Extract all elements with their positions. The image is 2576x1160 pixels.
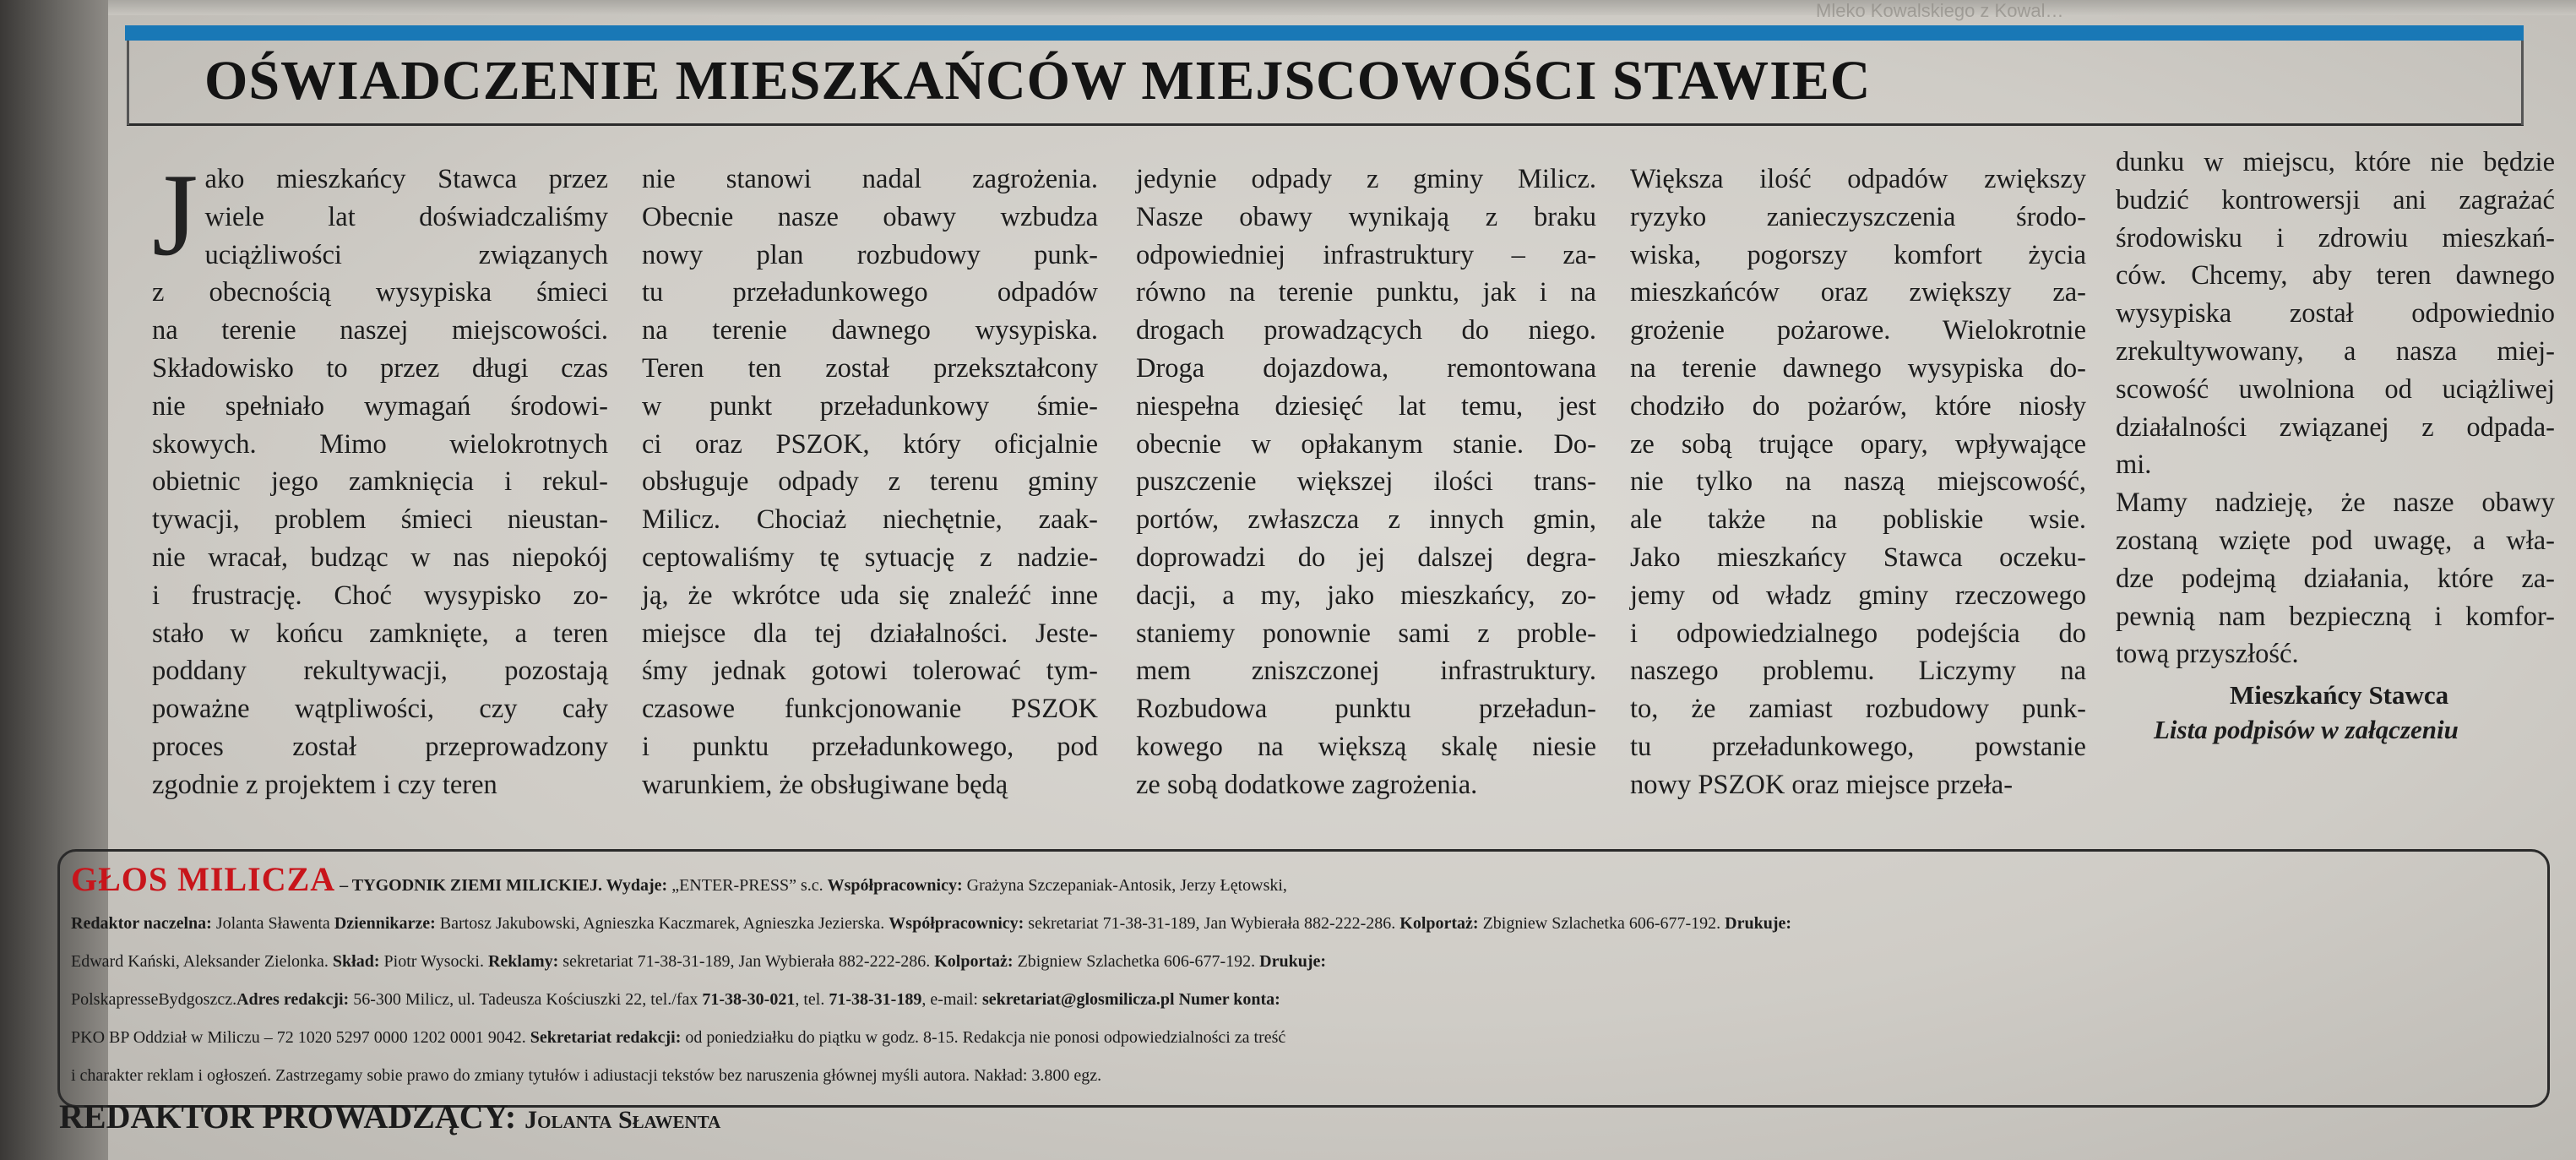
article-line: ją, że wkrótce uda się znaleźć inne — [642, 580, 1098, 611]
article-line: Większa ilość odpadów zwiększy — [1630, 164, 2086, 194]
headline-underline — [127, 123, 2524, 126]
drop-cap: J — [152, 150, 198, 280]
article-column-3 — [1136, 161, 1596, 804]
article-line: uciążliwości związanych — [204, 239, 608, 270]
article-line: jedynie odpady z gminy Milicz. — [1136, 164, 1596, 194]
imprint-label: Sekretariat redakcji: — [530, 1028, 682, 1047]
article-line: warunkiem, że obsługiwane będą — [642, 769, 1008, 800]
imprint-label: Skład: — [332, 952, 380, 971]
article-headline: OŚWIADCZENIE MIESZKAŃCÓW MIEJSCOWOŚCI STAWIEC — [204, 50, 1872, 112]
article-line: ci oraz PSZOK, który oficjalnie — [642, 428, 1098, 460]
imprint-line-3 — [71, 943, 2537, 981]
newspaper-brand: GŁOS MILICZA — [71, 860, 336, 898]
article-line: wiska, pogorszy komfort życia — [1630, 239, 2086, 270]
article-line: stało w końcu zamknięte, a teren — [152, 618, 608, 649]
article-line: jemy od władz gminy rzeczowego — [1630, 580, 2086, 611]
article-line: na terenie naszej miejscowości. — [152, 315, 608, 346]
article-line: skowych. Mimo wielokrotnych — [152, 428, 608, 460]
imprint-phone: 71-38-30-021 — [702, 990, 796, 1009]
imprint-label: Reklamy: — [487, 952, 559, 971]
article-line: portów, zwłaszcza z innych gmin, — [1136, 504, 1596, 536]
article-line: tu przeładunkowego odpadów — [642, 277, 1098, 308]
article-line: tową przyszłość. — [2116, 639, 2299, 670]
article-line: nowy plan rozbudowy punk- — [642, 239, 1098, 270]
imprint-label: Wydaje: — [606, 876, 668, 895]
article-line: to, że zamiast rozbudowy punk- — [1630, 694, 2086, 725]
article-line: wiele lat doświadczaliśmy — [204, 201, 608, 232]
imprint-text: sekretariat 71-38-31-189, Jan Wybierała 882-222-286. — [1024, 914, 1400, 933]
article-line: czasowe funkcjonowanie PSZOK — [642, 694, 1098, 725]
imprint-label: Numer konta: — [1174, 990, 1280, 1009]
imprint-line-5 — [71, 1019, 2537, 1057]
headline-right-rule — [2521, 41, 2524, 125]
imprint-line-1 — [71, 860, 2537, 905]
article-line: proces został przeprowadzony — [152, 731, 608, 762]
imprint-text: , tel. — [795, 990, 829, 1009]
article-line: tywacji, problem śmieci nieustan- — [152, 504, 608, 536]
signature-note: Lista podpisów w załączeniu — [2154, 715, 2459, 744]
imprint-text: Jolanta Sławenta — [211, 914, 334, 933]
imprint-text: Grażyna Szczepaniak-Antosik, Jerzy Łętowski, — [962, 876, 1287, 895]
article-line: odpowiedniej infrastruktury – za- — [1136, 239, 1596, 270]
imprint-label: Adres redakcji: — [236, 990, 350, 1009]
imprint-label: Redaktor naczelna: — [71, 914, 212, 933]
imprint-label: Drukuje: — [1725, 914, 1792, 933]
imprint-email: sekretariat@glosmilicza.pl — [981, 990, 1175, 1009]
article-line: dze podejmą działania, które za- — [2116, 563, 2555, 594]
imprint-line-2 — [71, 905, 2537, 943]
managing-editor-label: REDAKTOR PROWADZĄCY: — [59, 1097, 517, 1135]
article-line: pewnią nam bezpieczną i komfor- — [2116, 601, 2555, 632]
article-column-4 — [1630, 161, 2086, 804]
imprint-text: , e-mail: — [921, 990, 982, 1009]
imprint-text: 56-300 Milicz, ul. Tadeusza Kościuszki 22, tel./fax — [349, 990, 703, 1009]
article-line: ako mieszkańcy Stawca przez — [204, 164, 608, 194]
header-blue-rule — [125, 25, 2524, 41]
article-line: Składowisko to przez długi czas — [152, 352, 608, 384]
imprint-text: PolskapresseBydgoszcz. — [71, 990, 237, 1009]
article-line: dunku w miejscu, które nie będzie — [2116, 147, 2555, 177]
article-line: Mamy nadzieję, że nasze obawy — [2116, 487, 2555, 519]
article-line: Milicz. Chociaż niechętnie, zaak- — [642, 504, 1098, 536]
imprint-label: Kolportaż: — [934, 952, 1014, 971]
article-line: zostaną wzięte pod uwagę, a wła- — [2116, 525, 2555, 556]
article-line: Obecnie nasze obawy wzbudza — [642, 201, 1098, 232]
imprint-line-4 — [71, 981, 2537, 1019]
imprint-text: PKO BP Oddział w Miliczu – 72 1020 5297 0000 1202 0001 9042. — [71, 1028, 530, 1047]
article-line: ale także na pobliskie wsie. — [1630, 504, 2086, 536]
article-line: miejsce dla tej działalności. Jeste- — [642, 618, 1098, 649]
article-line: poddany rekultywacji, pozostają — [152, 656, 608, 687]
signature-name: Mieszkańcy Stawca — [2230, 680, 2449, 710]
article-line: na terenie dawnego wysypiska do- — [1630, 352, 2086, 384]
article-line: niespełna dziesięć lat temu, jest — [1136, 390, 1596, 422]
article-line: Teren ten został przekształcony — [642, 352, 1098, 384]
imprint-text: Piotr Wysocki. — [379, 952, 488, 971]
imprint-label: Kolportaż: — [1399, 914, 1479, 933]
page-top-edge — [108, 0, 2576, 15]
article-line: Nasze obawy wynikają z braku — [1136, 201, 1596, 232]
article-line: środowisku i zdrowiu mieszkań- — [2116, 222, 2555, 253]
article-line: nowy PSZOK oraz miejsce przeła- — [1630, 769, 2014, 800]
article-line: ceptowaliśmy tę sytuację z nadzie- — [642, 542, 1098, 573]
article-line: i punktu przeładunkowego, pod — [642, 731, 1098, 762]
article-line: w punkt przeładunkowy śmie- — [642, 390, 1098, 422]
imprint-text: Edward Kański, Aleksander Zielonka. — [71, 952, 333, 971]
imprint-text: „ENTER-PRESS” s.c. — [667, 876, 828, 895]
article-line: ze sobą dodatkowe zagrożenia. — [1136, 769, 1478, 800]
article-line: naszego problemu. Liczymy na — [1630, 656, 2086, 687]
imprint — [71, 860, 2537, 1095]
article-line: nie tylko na naszą miejscowość, — [1630, 466, 2086, 498]
imprint-label: Współpracownicy: — [827, 876, 963, 895]
article-line: obsługuje odpady z terenu gminy — [642, 466, 1098, 498]
article-line: nie spełniało wymagań środowi- — [152, 390, 608, 422]
imprint-label: Drukuje: — [1259, 952, 1327, 971]
article-line: Jako mieszkańcy Stawca oczeku- — [1630, 542, 2086, 573]
show-through-text: Mleko Kowalskiego z Kowal… — [1816, 0, 2064, 21]
imprint-text: Bartosz Jakubowski, Agnieszka Kaczmarek, Agnieszka Jezierska. — [435, 914, 889, 933]
imprint-text: Zbigniew Szlachetka 606-677-192. — [1013, 952, 1260, 971]
article-line: równo na terenie punktu, jak i na — [1136, 277, 1596, 308]
article-line: poważne wątpliwości, czy cały — [152, 694, 608, 725]
managing-editor-name: Jolanta Sławenta — [524, 1106, 721, 1134]
managing-editor — [59, 1097, 720, 1136]
article-line: zgodnie z projektem i czy teren — [152, 769, 497, 800]
article-line: doprowadzi do jej dalszej degra- — [1136, 542, 1596, 573]
article-line: nie wracał, budząc w nas niepokój — [152, 542, 608, 573]
article-line: z obecnością wysypiska śmieci — [152, 277, 608, 308]
imprint-subtitle: – TYGODNIK ZIEMI MILICKIEJ. — [335, 876, 606, 895]
article-line: ców. Chcemy, aby teren dawnego — [2116, 260, 2555, 291]
article-line: obecnie w opłakanym stanie. Do- — [1136, 428, 1596, 460]
article-line: budzić kontrowersji ani zagrażać — [2116, 184, 2555, 215]
article-line: drogach prowadzących do niego. — [1136, 315, 1596, 346]
article-line: grożenie pożarowe. Wielokrotnie — [1630, 315, 2086, 346]
article-line: mieszkańców oraz zwiększy za- — [1630, 277, 2086, 308]
article-line: obietnic jego zamknięcia i rekul- — [152, 466, 608, 498]
article-line: chodziło do pożarów, które niosły — [1630, 390, 2086, 422]
article-line: wysypiska został odpowiednio — [2116, 298, 2555, 329]
imprint-label: Dziennikarze: — [334, 914, 436, 933]
article-line: tu przeładunkowego, powstanie — [1630, 731, 2086, 762]
article-line: zrekultywowany, a nasza miej- — [2116, 335, 2555, 367]
article-line: staniemy ponownie sami z proble- — [1136, 618, 1596, 649]
article-line: scowość uwolniona od uciążliwej — [2116, 373, 2555, 405]
article-column-5 — [2116, 144, 2555, 673]
article-line: i odpowiedzialnego podejścia do — [1630, 618, 2086, 649]
article-line: kowego na większą skalę niesie — [1136, 731, 1596, 762]
article-line: dacji, a my, jako mieszkańcy, zo- — [1136, 580, 1596, 611]
article-line: śmy jednak gotowi tolerować tym- — [642, 656, 1098, 687]
imprint-phone: 71-38-31-189 — [829, 990, 922, 1009]
article-line: puszczenie większej ilości trans- — [1136, 466, 1596, 498]
imprint-line-6: i charakter reklam i ogłoszeń. Zastrzegamy sobie prawo do zmiany tytułów i adiustacji tekstów bez naruszenia głównej myśli autora. Nakład: 3.800 egz. — [71, 1066, 1102, 1085]
article-line: Droga dojazdowa, remontowana — [1136, 352, 1596, 384]
article-line: na terenie dawnego wysypiska. — [642, 315, 1098, 346]
imprint-text: Zbigniew Szlachetka 606-677-192. — [1478, 914, 1725, 933]
imprint-text: od poniedziałku do piątku w godz. 8-15. Redakcja nie ponosi odpowiedzialności za treść — [681, 1028, 1286, 1047]
article-line: nie stanowi nadal zagrożenia. — [642, 164, 1098, 194]
article-line: mi. — [2116, 449, 2152, 481]
article-column-2 — [642, 161, 1098, 804]
article-column-1 — [152, 150, 608, 804]
headline-left-rule — [127, 41, 129, 125]
article-line: ryzyko zanieczyszczenia środo- — [1630, 201, 2086, 232]
article-line: ze sobą trujące opary, wpływające — [1630, 428, 2086, 460]
article-line: Rozbudowa punktu przeładun- — [1136, 694, 1596, 725]
article-line: i frustrację. Choć wysypisko zo- — [152, 580, 608, 611]
article-line: mem zniszczonej infrastruktury. — [1136, 656, 1596, 687]
article-line: działalności związanej z odpada- — [2116, 411, 2555, 443]
imprint-text: sekretariat 71-38-31-189, Jan Wybierała 882-222-286. — [558, 952, 935, 971]
imprint-label: Współpracownicy: — [889, 914, 1024, 933]
